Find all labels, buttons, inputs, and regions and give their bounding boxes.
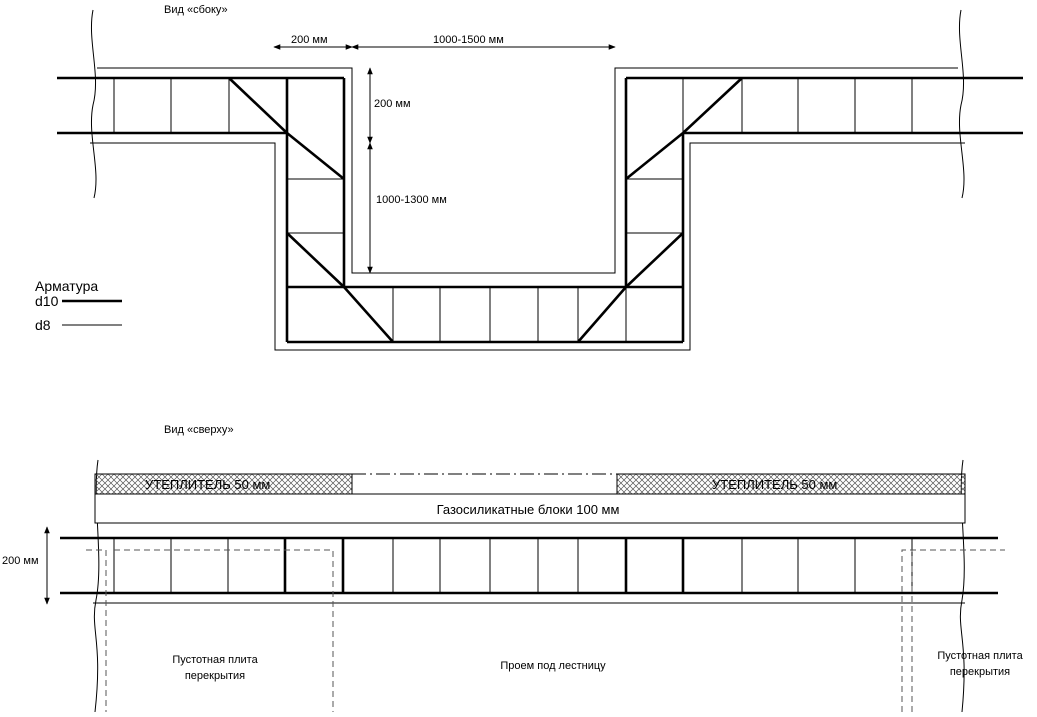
- top-view: [2, 424, 1024, 712]
- legend-title: Арматура: [35, 278, 99, 294]
- legend-label-d10: d10: [35, 293, 59, 309]
- stair-opening-label: Проем под лестницу: [500, 660, 606, 672]
- legend-label-d8: d8: [35, 317, 51, 333]
- beam-plan-d10: [60, 538, 998, 593]
- insulation-left-label: УТЕПЛИТЕЛЬ 50 мм: [145, 477, 271, 492]
- slab-right-label-line1: Пустотная плита: [937, 650, 1023, 662]
- gas-silicate-blocks-label: Газосиликатные блоки 100 мм: [436, 502, 620, 517]
- reinforcement-d10: [57, 78, 1023, 342]
- dim-drop-depth-label: 1000-1300 мм: [376, 194, 447, 206]
- break-line-right: [959, 10, 964, 198]
- slab-left-label-line2: перекрытия: [184, 670, 246, 682]
- dim-opening-width-label: 1000-1500 мм: [433, 34, 504, 46]
- side-view-title: Вид «сбоку»: [164, 4, 228, 16]
- insulation-right-label: УТЕПЛИТЕЛЬ 50 мм: [712, 477, 838, 492]
- top-dim-height-label: 200 мм: [2, 555, 39, 567]
- outline-bottom: [90, 143, 965, 350]
- slab-left-label-line1: Пустотная плита: [172, 654, 258, 666]
- dim-beam-height-label: 200 мм: [374, 98, 411, 110]
- slab-right-label-line2: перекрытия: [949, 666, 1011, 678]
- side-view: [57, 4, 1023, 350]
- dim-wall-width-label: 200 мм: [291, 34, 328, 46]
- outline-left: [97, 68, 958, 273]
- legend: [35, 278, 122, 333]
- reinforcement-d8: [114, 78, 912, 342]
- side-dimensions: [274, 47, 615, 273]
- hollow-slab-hidden-lines: [86, 550, 1005, 712]
- break-line-left: [91, 10, 96, 198]
- top-view-title: Вид «сверху»: [164, 424, 234, 436]
